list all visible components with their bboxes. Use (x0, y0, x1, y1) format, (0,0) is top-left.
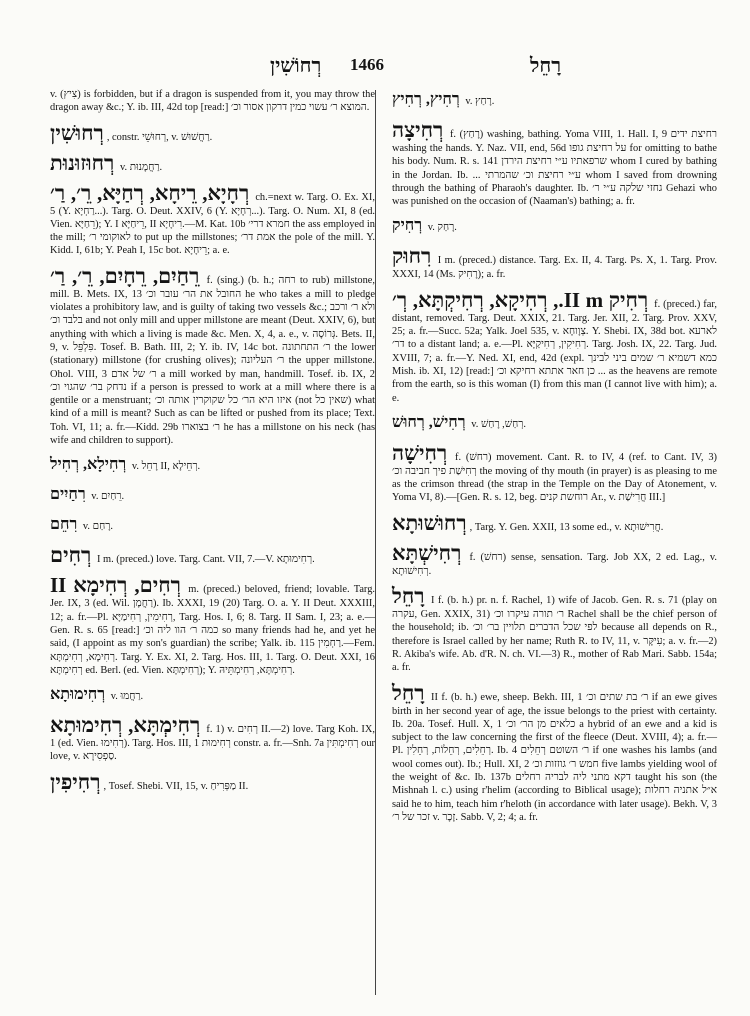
entry-definition: f. (preced.) far, distant, removed. Targ. Deut. XXIX, 21. Targ. Jer. XII, 2. Targ. Prov. XXV, 25; a. fr.—Succ. 52a; Yalk. Joel 535, v. צְוָוחָא. Y. Shebi. IX, 38d bot. לארעא דר׳ to a distant land; a. e.—Pl. רְחִיקִין, רְחִיקַיָּא. Targ. Josh. IX, 22. Targ. Jud. XVIII, 7; a. fr.—Y. Ned. XI, end, 42d (expl. כמא דשמיא ר׳ שמים ביני לבינך Mish. ib. XI, 12) [read:] כן חאר אתתא רחיקא וכ׳ ... as the heavens are remote from the earth, so is this woman (I) from this man (I cannot live with him); a. e. (392, 298, 718, 404)
dictionary-entry (50, 513, 375, 537)
entry-definition: , Targ. Y. Gen. XXII, 13 some ed., v. חֲרִישׁוּתָא. (469, 521, 664, 533)
entry-definition: II f. (b. h.) ewe, sheep. Bekh. III, 1 ר׳ בת שתים וכ׳ if an ewe gives birth in her second year of age, the issue belongs to the priest with certainty. Ib. 20a. Tosef. Hull. X, 1 כלאים מן הר׳ וכ׳ a hybrid of an ewe and a kid is subject to the law concerning the first of the fleece (Deut. XVIII, 4); a. fr.—Pl. רְחֵלִים, רְחֵלוֹת, רְחֵלִין. Ib. 4 ר׳ השוטם רְחֵלִים if one washes his lambs (and wool comes out). Ib.; Hull. XI, 2 חמש ר׳ גוזזות וכ׳ five lambs yielding wool of the weight of &c. Ib. 137b דקא מתני ליה לבריה רחלים taught his son (the Mishnah l. c.) using r'helim (according to Biblical usage); א״ל אתניה רחלות said he to him, teach him r'heloth (in accordance with later usage). Bekh. V, 3 זכר של ר׳ v. זָכָר. Sabb. V, 2; 4; a. fr. (392, 691, 718, 823)
right-running-head: רָחֵל (530, 55, 562, 77)
dictionary-entry (50, 683, 375, 707)
dictionary-entry (392, 118, 717, 208)
dictionary-entry (50, 543, 375, 567)
entry-definition: f. (רחשׁ) sense, sensation. Targ. Job XX, 2 ed. Lag., v. רְחִישׁוּתָא. (392, 551, 717, 577)
entry-headword: רֵחַיִם, רֵחָיִם, רֵ׳, רַ׳ (50, 263, 200, 288)
entry-headword: רְחוּשִׁין (50, 120, 104, 145)
dictionary-entry (50, 151, 375, 175)
entry-headword: רְחִיפִין (50, 769, 101, 794)
entry-headword: רָחֵל (392, 584, 425, 609)
entry-headword: רְחִילָא, רְחִיל (50, 456, 127, 474)
dictionary-entry (50, 483, 375, 507)
entry-definition: v. רָחַק. (425, 222, 457, 234)
entry-headword: רִחַיִים (50, 486, 86, 504)
right-column (392, 88, 717, 824)
dictionary-entry (50, 181, 375, 258)
entry-definition: f. (רָחַץ) washing, bathing. Yoma VIII, 1. Hall. I, 9 רחיצת ידים washing the hands. Y. Naz. VII, end, 56d על רחיצת גופו for omitting to bathe his body. Num. R. s. 141 שרפאתיו ע״י רחיצת הירדן whom I cured by bathing in the Jordan. Ib. ... ע״י רחיצת וכ׳ שהמרתי whom I saved from drowning through the bathing of Pharaoh's daughter. Ib. גחזי שלקה ע״י ר׳ Gehazi who was punished on the occasion of (Naaman's) bathing; a. fr. (392, 129, 717, 208)
entry-headword: רְחִימְתָּא, רְחִימוּתָא (50, 713, 201, 738)
entry-headword: רְחִים (50, 543, 92, 568)
entry-definition: I m. (preced.) distance. Targ. Ex. II, 4. Targ. Ps. X, 1. Targ. Prov. XXXI, 14 (Ms. רָחִיק); a. fr. (392, 255, 717, 281)
entry-headword: רְחִיק (392, 217, 423, 235)
entry-headword: רִחוּק (392, 244, 432, 269)
dictionary-entry (50, 453, 375, 477)
entry-definition: f. (רחשׁ) movement. Cant. R. to IV, 4 (ref. to Cant. IV, 3) רְחִישַׁת פיך חביבה וכ׳ the moving of thy mouth (in prayer) is as pleasing to me as the crimson thread (the strap in the Temple on the Day of Atonement, v. Yoma VI, 8).—[Gen. R. s. 12, beg. רוחשת קנים Ar., v. חֲרִישַׁת III.] (392, 451, 717, 504)
page-header (0, 0, 750, 77)
entry-headword: רָחֵל (392, 680, 425, 705)
entry-headword: רְחִישָׁה (392, 440, 448, 465)
dictionary-entry (50, 264, 375, 448)
column-divider (375, 90, 376, 995)
dictionary-entry (392, 541, 717, 578)
entry-headword: רְחִימוּתָא (50, 686, 106, 704)
entry-headword: רְחִישְׁתָּא (392, 540, 462, 565)
dictionary-entry (50, 770, 375, 794)
entry-headword: רְחָיָא, רֵיחָא, רְחַיָּא, רֵ׳, רַ׳ (50, 180, 250, 205)
dictionary-entry (392, 511, 717, 535)
dictionary-entry (50, 121, 375, 145)
entry-definition: v. רַחֲמָנוּת. (117, 161, 163, 173)
entry-definition: ch.=next w. Targ. O. Ex. XI, 5 (Y. רַחְיָא...). Targ. O. Deut. XXIV, 6 (Y. רְחָיָא...). Targ. O. Num. XI, 8 (ed. Vien. רֵחַיָּא); Y. I רֵיחַיָּא, II רִיחָיָא.—M. Kat. 10b חמרא דרי׳ the ass employed in the mill; לאוקומי ר׳ to put up the millstones; אמת דר׳ the pole of the mill. Y. Kidd. I, 61b; Y. Peah I, 15c bot. רֵיחָיָא; a. e. (50, 191, 375, 257)
entry-definition: m. (preced.) beloved, friend; lovable. Targ. Jer. IX, 3 (ed. Wil. רַחֲמָן). Ib. XXXI, 19 (20) Targ. O. a. Y. II Deut. XXXIII, 12; a. fr.—Pl. רְחִימִין, רְחִימַיָּא, Targ. Hos. I, 6; 8. Targ. II Sam. I, 23; a. e.—Gen. R. s. 65 [read:] כמה ר׳ הוו ליה וכ׳ so many friends had he, and yet he said, (I appoint as my son's guardian) the scribe; Yalk. ib. 115 רַחְמִין.—Fem. רְחִימָא, רְחִימְתָּא. Targ. Y. Ex. XI, 2. Targ. Hos. III, 1. Targ. O. Deut. XXI, 16 רְחִימְתָּא ed. Berl. (ed. Vien. רְחִימְתָּא); Y. רְחִימְתָּא, רְחִימְתֵּיהּ. (50, 584, 375, 676)
left-column (50, 88, 375, 794)
entry-headword: רְחִיק II m., רְחִיקָא, רְחִיקְתָּא, רְ׳ (392, 287, 649, 312)
entry-definition: v. רָחֵל II, רְחֵילָא. (129, 461, 201, 473)
entry-definition: v. רֵחַיִם. (88, 491, 125, 503)
entry-definition: v. רַחֲמוּ. (108, 691, 144, 703)
dictionary-entry (50, 88, 375, 115)
entry-headword: רְחוּזוּנוּת (50, 150, 115, 175)
entry-definition: f. (sing.) (b. h.; רחה to rub) millstone, mill. B. Mets. IX, 13 החובל את הר׳ עובר וכ׳ he who takes a mill to pledge violates a prohibitory law, and is guilty of taking two vessels &c.; ולא ר׳ ורכב בלבד וכ׳ and not only mill and upper millstone are meant (Deut. XXIV, 6), but anything with which a living is made &c. Men. X, 4, a. e., v. גְּרוֹסָה. Bets. II, 9, v. פִּלְפֵּל. Tosef. B. Bath. III, 2; Y. ib. IV, 14c bot. ר׳ התחתונה the lower (stationary) millstone (for crushing olives); ר׳ העליונה the upper millstone. Ohol. VIII, 3 ר׳ של אדם a mill worked by man, handmill. Tosef. ib. IX, 2 נדחק בר׳ שהגוי וכ׳ if a person is pressed to work at a mill where there is a gentile or a menstruant; איזו היא הר׳ כל שקוקרין אותה וכ׳ (not שאין כל) what kind of a mill is meant? Such as can be lifted or pushed from its place; Text. Toh. VI, 11; a. fr.—Kidd. 29b ר׳ בצוארו he has a millstone on his neck (has wife and children to support). (50, 274, 376, 447)
dictionary-entry (392, 288, 717, 405)
entry-definition: I m. (preced.) love. Targ. Cant. VII, 7.—V. רְחִימוּתָא. (94, 554, 315, 566)
dictionary-entry (392, 584, 717, 674)
entry-definition: v. (צִיץ) is forbidden, but if a dragon is suspended from it, you may throw the dragon away &c.; Y. ib. III, 42d top [read:] המוצא ר׳ עשוי כמין דרקון אסור וכ׳. (50, 89, 375, 114)
page-number: 1466 (350, 55, 384, 74)
entry-definition: I f. (b. h.) pr. n. f. Rachel, 1) wife of Jacob. Gen. R. s. 71 (play on עקרה, Gen. XXIX, 31) ר׳ תורה עיקרו וכ׳ Rachel shall be the chief person of the household; ib. לפי שכל הדברים תלויין בר׳ וכ׳ because all depends on R., therefore is Israel called by her name; Ruth R. to IV, 11, v. עִיקָּר; a. v. fr.—2) R. Akiba's wife. Ab. d'R. N. ch. VI.—3) R., mother of Rab Mari. Sabb. 154a; a. fr. (392, 595, 717, 674)
entry-definition: , Tosef. Shebi. VII, 15, v. מַפְּרִיחַ II. (103, 780, 249, 792)
dictionary-entry (392, 441, 717, 505)
entry-definition: v. רָחַם. (80, 521, 113, 533)
dictionary-entry (50, 713, 375, 764)
entry-headword: רְחִישׁ, רְחוּשׁ (392, 413, 466, 431)
left-running-head: רְחוֹשִׁין (270, 55, 322, 77)
dictionary-entry (392, 214, 717, 238)
dictionary-entry (392, 88, 717, 112)
dictionary-entry (50, 573, 375, 677)
dictionary-entry (392, 681, 717, 825)
entry-headword: רְחִיצָה (392, 118, 444, 142)
entry-headword: רִחֵם (50, 516, 78, 534)
dictionary-entry (392, 244, 717, 281)
dictionary-entry (392, 411, 717, 435)
entry-definition: , constr. רְחוּשֵׁי, v. רַחֲשׁוּשׁ. (106, 131, 213, 143)
entry-headword: רְחוּשׁוּתָא (392, 510, 467, 535)
entry-definition: f. 1) v. רְחִים II.—2) love. Targ Koh. IX, 1 (ed. Vien. רְחִימוּ). Targ. Hos. III, 1 רְחִימוּת constr. a. fr.—Snh. 7a רְחִימְתִּין our love, v. סַפְסִירָא. (50, 724, 375, 763)
entry-definition: v. רָחַץ. (462, 96, 495, 107)
entry-headword: רְחִים, רְחִימָא II (50, 573, 181, 598)
entry-headword: רְחִיץ, רְחִיץ (392, 91, 460, 108)
entry-definition: v. רְחַשׁ, רָחַשׁ. (468, 418, 526, 430)
